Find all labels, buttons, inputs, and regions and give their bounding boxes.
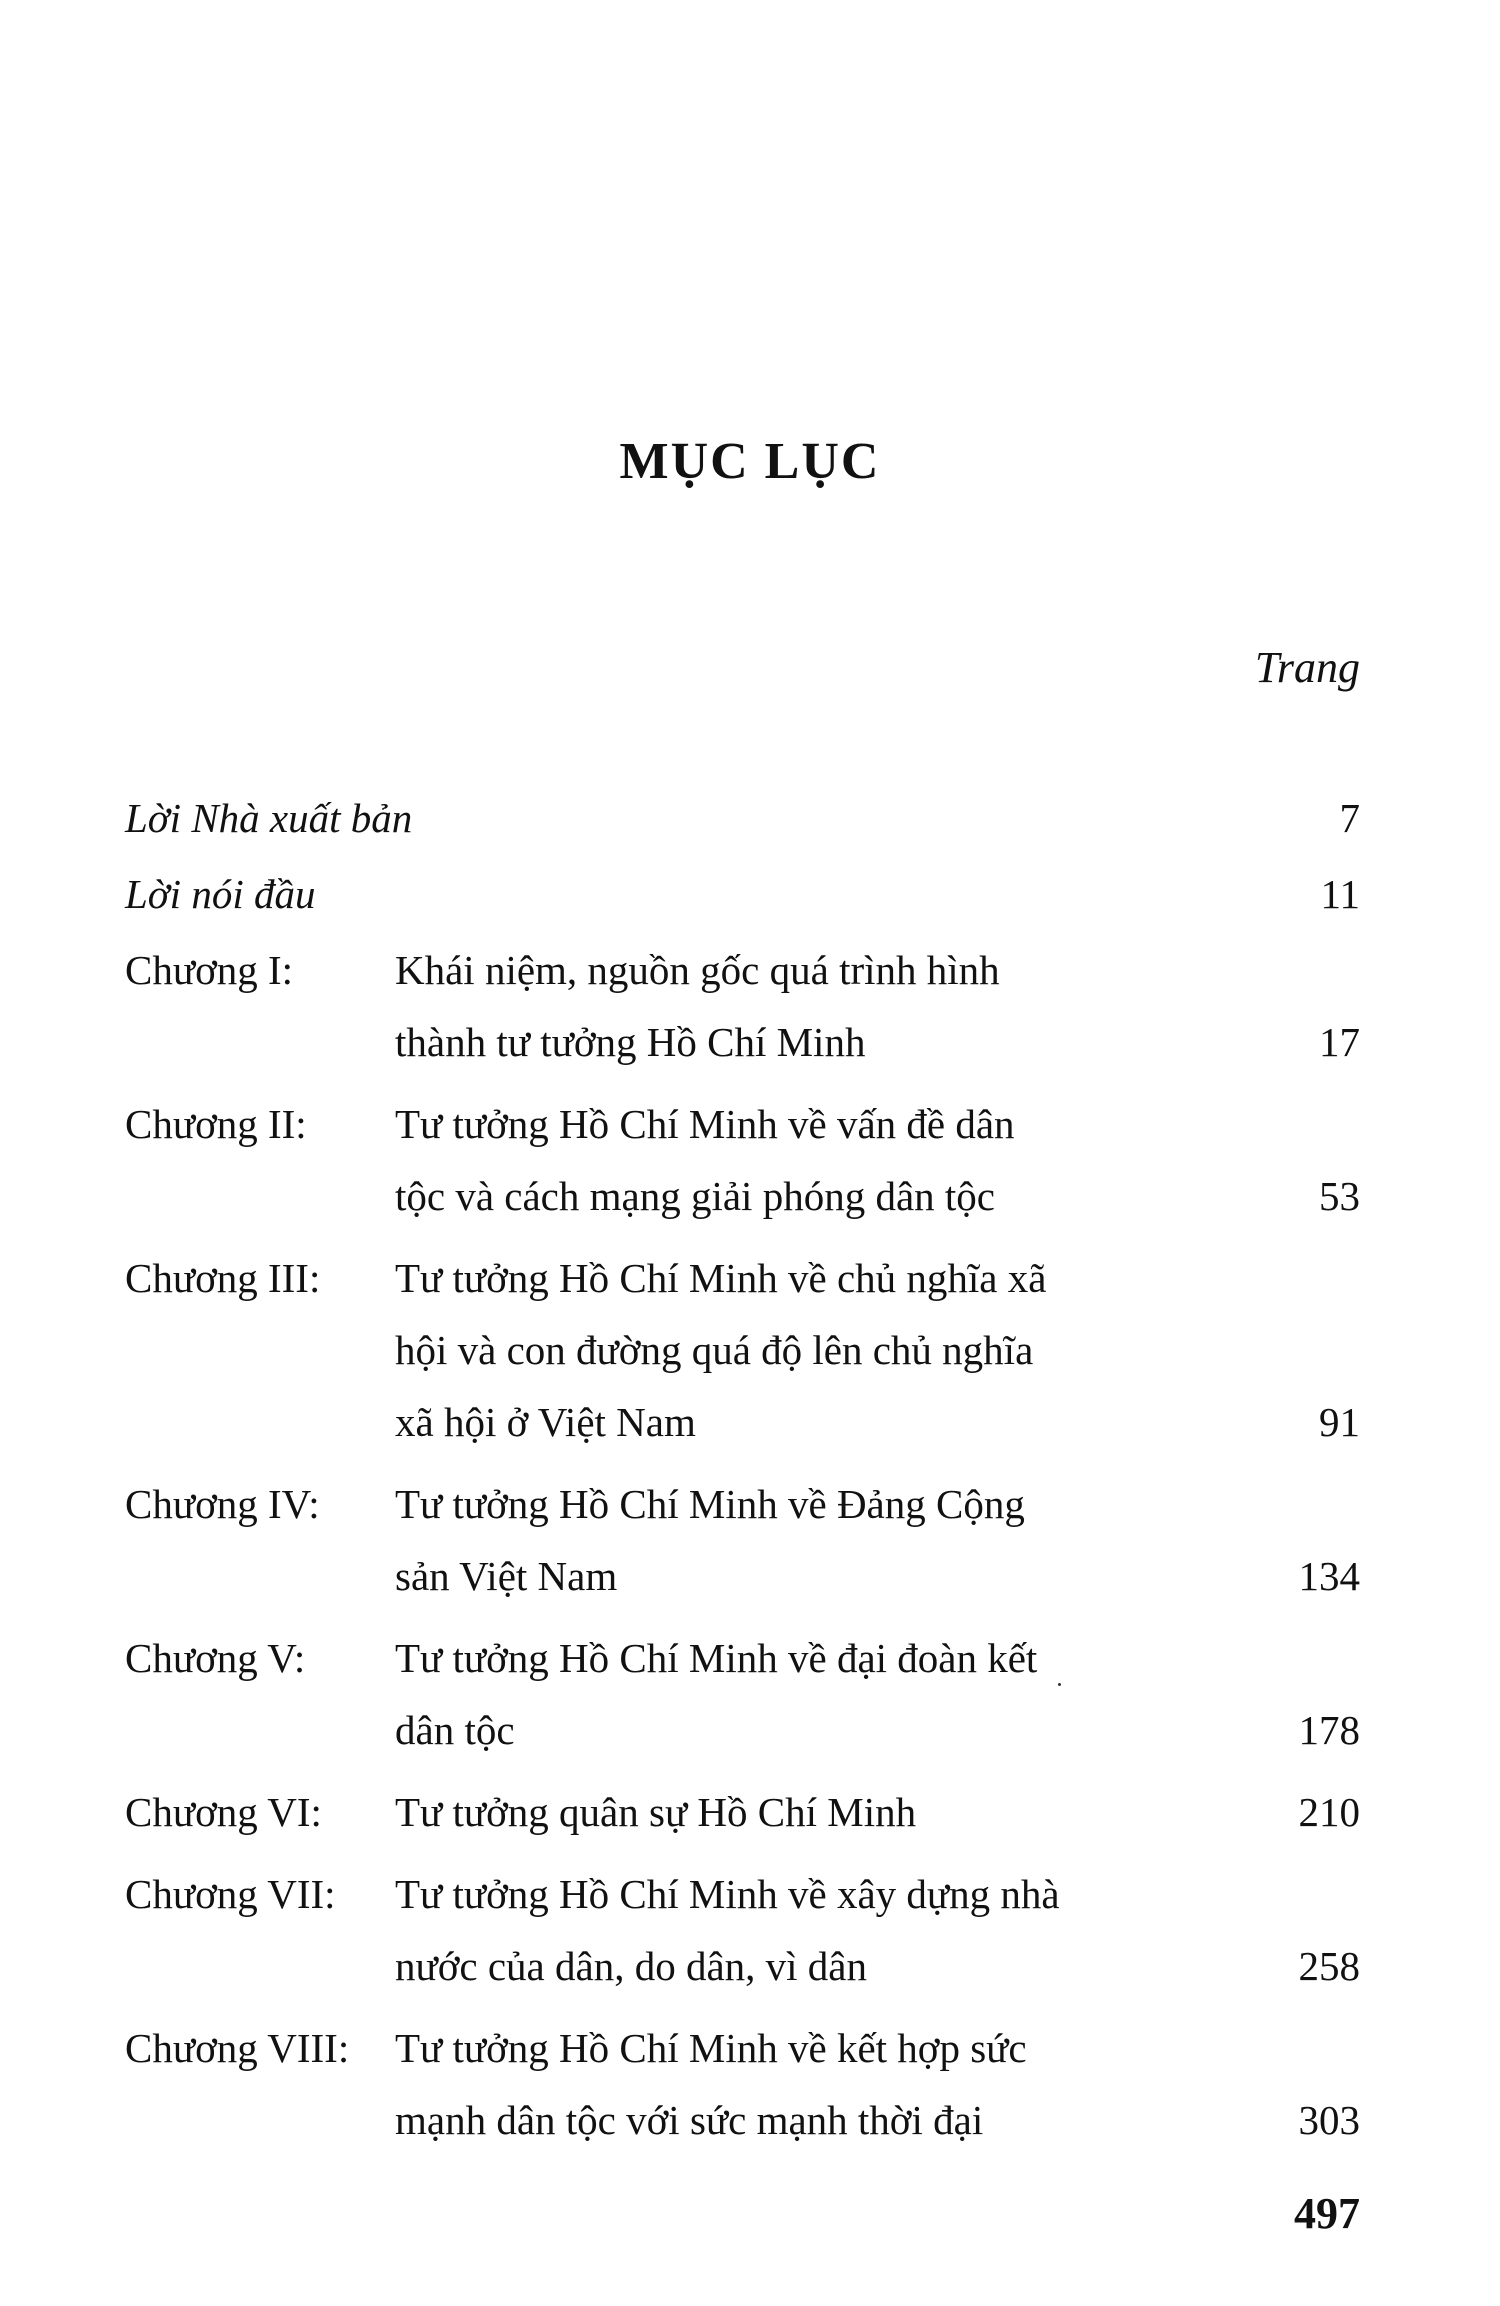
toc-entry-title: sản Việt Nam xyxy=(395,1553,618,1599)
toc-line xyxy=(125,1776,1360,1848)
toc-entry-title: dân tộc xyxy=(395,1707,515,1753)
toc-entry-page: 7 xyxy=(1339,795,1360,841)
toc-line xyxy=(125,1930,1360,2002)
toc-entry xyxy=(125,782,1360,854)
print-speck xyxy=(1058,1683,1061,1686)
toc-entry xyxy=(125,1858,1360,2002)
toc-entry-title: Tư tưởng quân sự Hồ Chí Minh xyxy=(395,1789,917,1835)
page-column-header: Trang xyxy=(1254,643,1360,692)
toc-entry-title: Tư tưởng Hồ Chí Minh về vấn đề dân xyxy=(395,1101,1015,1147)
toc-entry-label: Chương VIII: xyxy=(125,2025,350,2071)
toc-entry-title: Tư tưởng Hồ Chí Minh về xây dựng nhà xyxy=(395,1871,1060,1917)
toc-entry-label: Chương VII: xyxy=(125,1871,336,1917)
toc-entry-title: Tư tưởng Hồ Chí Minh về chủ nghĩa xã xyxy=(395,1255,1047,1301)
toc-line xyxy=(125,858,1360,930)
toc-entry-page: 17 xyxy=(1319,1019,1360,1065)
toc-entry-label: Chương I: xyxy=(125,947,294,993)
toc-entry xyxy=(125,1468,1360,1612)
toc-line xyxy=(125,1314,1360,1386)
toc-entry xyxy=(125,1242,1360,1458)
toc-entry-label: Chương V: xyxy=(125,1635,306,1681)
toc-entry-page: 258 xyxy=(1298,1943,1360,1989)
toc-line xyxy=(125,2012,1360,2084)
toc-entry-page: 53 xyxy=(1319,1173,1360,1219)
toc-line xyxy=(125,1540,1360,1612)
toc-line xyxy=(125,1006,1360,1078)
toc-entry-title: mạnh dân tộc với sức mạnh thời đại xyxy=(395,2097,984,2143)
toc-line xyxy=(125,782,1360,854)
toc-entry-title: xã hội ở Việt Nam xyxy=(395,1399,696,1445)
toc-entry-page: 210 xyxy=(1298,1789,1360,1835)
toc-entry-title: nước của dân, do dân, vì dân xyxy=(395,1943,867,1989)
toc-entry-title: Tư tưởng Hồ Chí Minh về kết hợp sức xyxy=(395,2025,1027,2071)
toc-entry xyxy=(125,1776,1360,1848)
toc-entry-label: Chương IV: xyxy=(125,1481,320,1527)
toc-entry xyxy=(125,934,1360,1078)
table-of-contents xyxy=(125,782,1360,2166)
toc-entry-title: Tư tưởng Hồ Chí Minh về Đảng Cộng xyxy=(395,1481,1025,1527)
toc-line xyxy=(125,1160,1360,1232)
toc-entry-title: hội và con đường quá độ lên chủ nghĩa xyxy=(395,1327,1034,1373)
toc-entry-title: Tư tưởng Hồ Chí Minh về đại đoàn kết xyxy=(395,1635,1038,1681)
toc-entry-page: 178 xyxy=(1298,1707,1360,1753)
toc-line xyxy=(125,1386,1360,1458)
toc-entry-label: Lời Nhà xuất bản xyxy=(125,795,413,841)
toc-line xyxy=(125,1622,1360,1694)
footer-page-number: 497 xyxy=(1294,2189,1360,2238)
toc-entry xyxy=(125,858,1360,930)
toc-line xyxy=(125,1694,1360,1766)
page-title: MỤC LỤC xyxy=(619,433,881,490)
toc-entry-page: 11 xyxy=(1320,871,1360,917)
toc-entry xyxy=(125,1622,1360,1766)
toc-entry-title: Khái niệm, nguồn gốc quá trình hình xyxy=(395,947,1000,993)
toc-line xyxy=(125,1468,1360,1540)
toc-line xyxy=(125,934,1360,1006)
toc-entry-page: 303 xyxy=(1298,2097,1360,2143)
toc-entry-page: 134 xyxy=(1298,1553,1360,1599)
toc-entry-label: Chương VI: xyxy=(125,1789,322,1835)
toc-entry-label: Chương II: xyxy=(125,1101,307,1147)
toc-entry-title: thành tư tưởng Hồ Chí Minh xyxy=(395,1019,866,1065)
toc-line xyxy=(125,1242,1360,1314)
toc-line xyxy=(125,1858,1360,1930)
toc-entry xyxy=(125,1088,1360,1232)
toc-entry xyxy=(125,2012,1360,2156)
toc-line xyxy=(125,1088,1360,1160)
toc-line xyxy=(125,2084,1360,2156)
toc-entry-label: Lời nói đầu xyxy=(125,871,316,917)
toc-entry-label: Chương III: xyxy=(125,1255,321,1301)
toc-entry-page: 91 xyxy=(1319,1399,1360,1445)
toc-entry-title: tộc và cách mạng giải phóng dân tộc xyxy=(395,1173,995,1219)
